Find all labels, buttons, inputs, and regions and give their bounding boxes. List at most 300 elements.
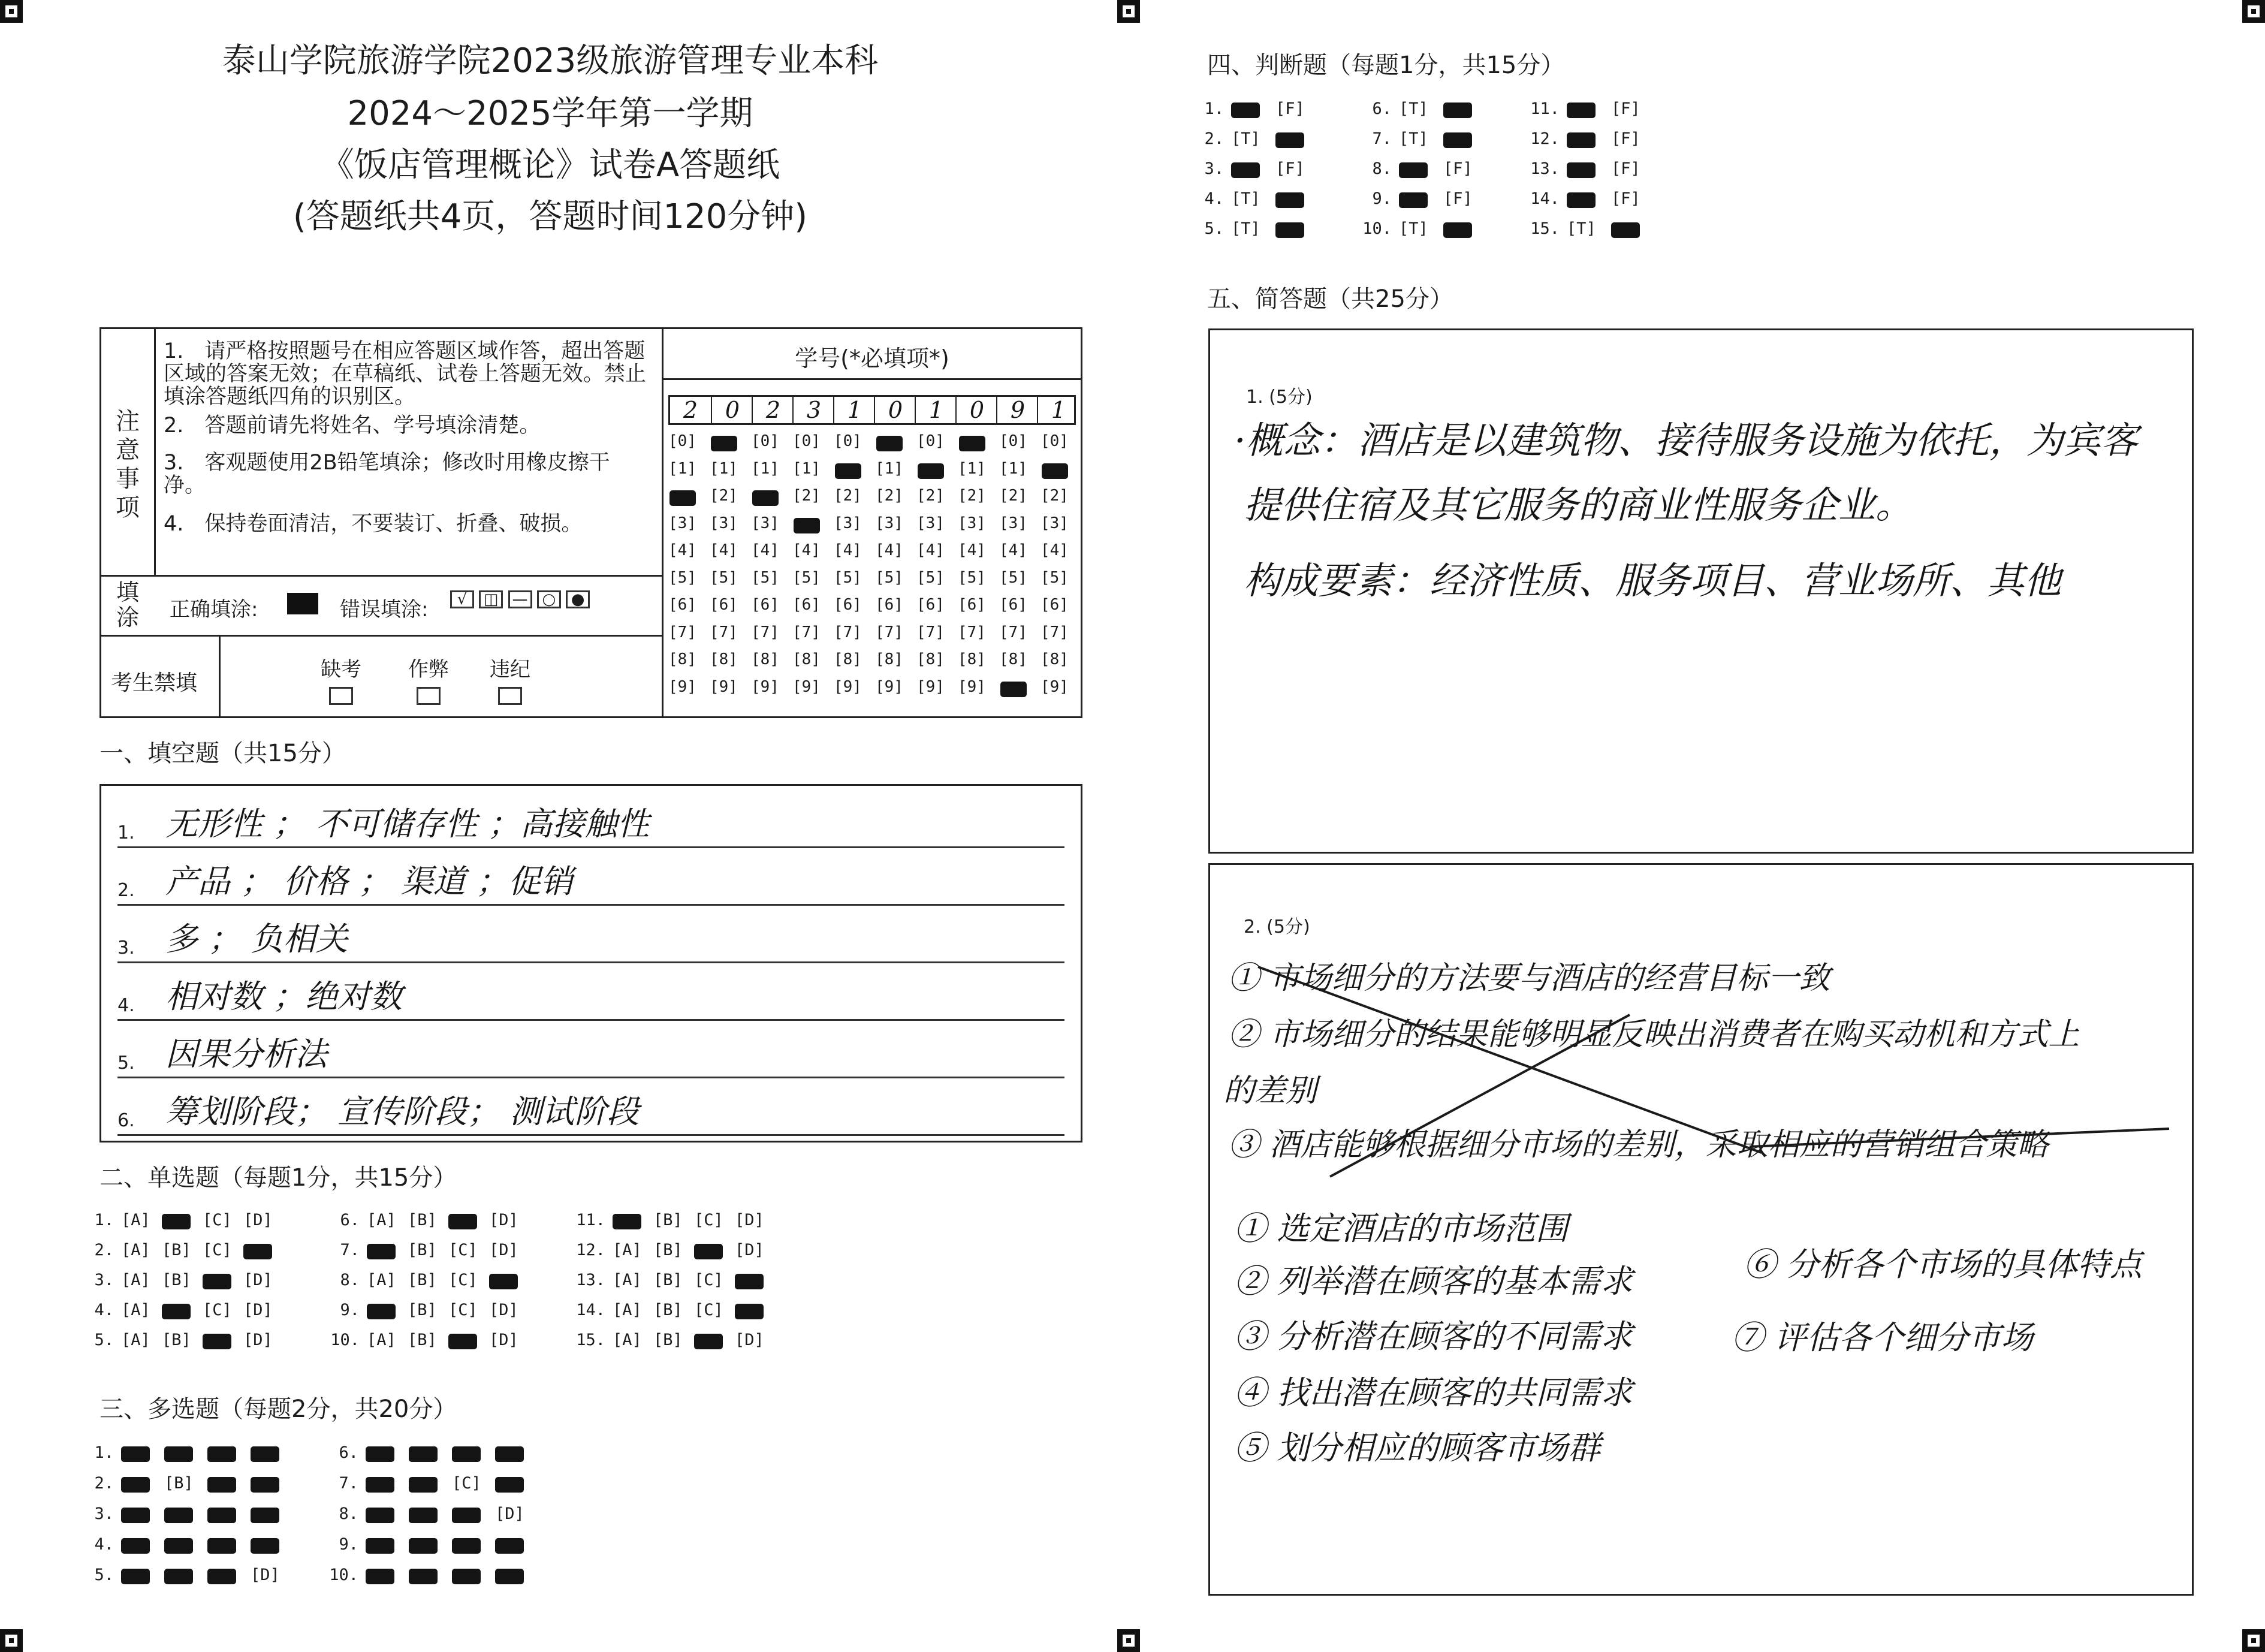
- corner-marker-top-right: [2242, 0, 2265, 23]
- student-id-bubble[interactable]: [1]: [751, 459, 779, 478]
- student-id-bubble-filled[interactable]: [876, 436, 903, 451]
- notice-label: 注 意 事 项: [116, 408, 140, 521]
- multi-question-number: 2.: [94, 1474, 114, 1493]
- fill-answer-number: 5.: [117, 1053, 135, 1074]
- student-id-bubble[interactable]: [3]: [710, 514, 738, 532]
- student-id-bubble[interactable]: [4]: [751, 541, 779, 559]
- single-option-bubble-filled[interactable]: [694, 1331, 735, 1349]
- student-id-bubble[interactable]: [7]: [1040, 623, 1069, 641]
- notice-item-4: 4. 保持卷面清洁，不要装订、折叠、破损。: [164, 512, 583, 536]
- single-option-bubble-filled[interactable]: [243, 1241, 284, 1259]
- single-option-bubble[interactable]: [B]: [653, 1211, 683, 1229]
- single-option-bubble[interactable]: [D]: [489, 1301, 518, 1319]
- multi-option-bubble-filled[interactable]: [366, 1566, 409, 1584]
- single-option-bubble[interactable]: [B]: [162, 1271, 191, 1289]
- q2-struck-line2: ② 市场细分的结果能够明显反映出消费者在购买动机和方式上: [1228, 1017, 2080, 1053]
- tf-option-bubble[interactable]: [F]: [1275, 159, 1305, 178]
- single-option-bubble-filled[interactable]: [613, 1211, 653, 1229]
- student-id-bubble[interactable]: [2]: [916, 487, 945, 505]
- multi-option-bubble-filled[interactable]: [207, 1443, 251, 1462]
- tf-question-number: 10.: [1362, 219, 1392, 238]
- multi-option-bubble-filled[interactable]: [366, 1505, 409, 1523]
- student-id-bubble[interactable]: [2]: [958, 487, 986, 505]
- fill-answer-line: [117, 1134, 1064, 1136]
- student-id-bubble[interactable]: [0]: [668, 432, 696, 450]
- multi-option-bubble-filled[interactable]: [409, 1443, 452, 1462]
- tf-question-row: [1355, 129, 1488, 148]
- multi-question-row: [79, 1474, 294, 1493]
- student-id-bubble[interactable]: [1]: [710, 459, 738, 478]
- tf-option-bubble[interactable]: [T]: [1231, 129, 1260, 148]
- single-option-bubble[interactable]: [A]: [613, 1241, 642, 1259]
- student-id-bubble[interactable]: [2]: [792, 487, 821, 505]
- student-id-bubble[interactable]: [5]: [710, 568, 738, 587]
- student-id-bubble[interactable]: [6]: [792, 596, 821, 614]
- single-option-bubble[interactable]: [B]: [162, 1331, 191, 1349]
- student-id-bubble[interactable]: [5]: [668, 568, 696, 587]
- student-id-bubble[interactable]: [4]: [1040, 541, 1069, 559]
- multi-option-bubble[interactable]: [D]: [495, 1505, 524, 1523]
- single-question-number: 9.: [340, 1301, 360, 1319]
- single-option-bubble[interactable]: [C]: [203, 1241, 232, 1259]
- student-id-bubble[interactable]: [1]: [958, 459, 986, 478]
- multi-option-bubble[interactable]: [C]: [452, 1474, 481, 1493]
- fill-answer-line: [117, 1019, 1064, 1021]
- student-id-bubble[interactable]: [2]: [1040, 487, 1069, 505]
- multi-option-bubble-filled[interactable]: [409, 1474, 452, 1493]
- tf-question-number: 2.: [1204, 129, 1224, 148]
- single-option-bubble[interactable]: [A]: [613, 1331, 642, 1349]
- student-id-written-digit: 0: [711, 397, 753, 423]
- single-option-bubble-filled[interactable]: [694, 1241, 735, 1259]
- student-id-bubble[interactable]: [9]: [834, 677, 862, 696]
- single-option-bubble[interactable]: [A]: [613, 1271, 642, 1289]
- exam-title-line1: 泰山学院旅游学院2023级旅游管理专业本科: [222, 41, 879, 80]
- multi-option-bubble-filled[interactable]: [251, 1505, 294, 1523]
- student-id-bubble[interactable]: [6]: [751, 596, 779, 614]
- q2-struck-line4: ③ 酒店能够根据细分市场的差别，采取相应的营销组合策略: [1228, 1127, 2049, 1163]
- student-id-bubble-filled[interactable]: [794, 518, 820, 533]
- student-id-bubble[interactable]: [3]: [834, 514, 862, 532]
- single-option-bubble[interactable]: [D]: [243, 1271, 273, 1289]
- student-id-bubble[interactable]: [0]: [999, 432, 1027, 450]
- single-option-bubble[interactable]: [D]: [735, 1331, 764, 1349]
- multi-option-bubble-filled[interactable]: [121, 1474, 164, 1493]
- fill-answer-text: 无形性 ； 不可储存性 ；高接触性: [165, 805, 650, 843]
- single-option-bubble[interactable]: [A]: [367, 1271, 396, 1289]
- fill-answer-line: [117, 846, 1064, 848]
- single-option-bubble[interactable]: [A]: [121, 1301, 150, 1319]
- student-id-bubble[interactable]: [6]: [710, 596, 738, 614]
- single-option-bubble-filled[interactable]: [448, 1211, 489, 1229]
- tf-option-bubble[interactable]: [T]: [1231, 189, 1260, 208]
- single-option-bubble[interactable]: [B]: [408, 1241, 437, 1259]
- student-id-bubble[interactable]: [9]: [792, 677, 821, 696]
- tf-question-row: [1522, 219, 1655, 238]
- tf-option-bubble-filled[interactable]: [1443, 219, 1488, 238]
- student-id-bubble[interactable]: [5]: [834, 568, 862, 587]
- single-question-number: 12.: [576, 1241, 605, 1259]
- student-id-bubble[interactable]: [6]: [668, 596, 696, 614]
- single-question-number: 4.: [94, 1301, 114, 1319]
- student-id-bubble[interactable]: [3]: [668, 514, 696, 532]
- student-id-bubble[interactable]: [8]: [792, 650, 821, 668]
- q2-step-6: ⑥ 分析各个市场的具体特点: [1744, 1246, 2143, 1283]
- q2-struck-line3: 的差别: [1223, 1073, 1317, 1109]
- student-id-bubble[interactable]: [0]: [751, 432, 779, 450]
- multi-option-bubble-filled[interactable]: [121, 1443, 164, 1462]
- single-option-bubble[interactable]: [B]: [162, 1241, 191, 1259]
- multi-option-bubble-filled[interactable]: [207, 1474, 251, 1493]
- student-id-bubble[interactable]: [5]: [958, 568, 986, 587]
- student-id-bubble[interactable]: [9]: [958, 677, 986, 696]
- single-question-row: [571, 1301, 776, 1319]
- tf-option-bubble[interactable]: [F]: [1611, 159, 1640, 178]
- student-id-bubble-filled[interactable]: [1000, 682, 1027, 697]
- student-id-bubble[interactable]: [2]: [834, 487, 862, 505]
- student-id-bubble[interactable]: [2]: [710, 487, 738, 505]
- single-option-bubble[interactable]: [D]: [243, 1301, 273, 1319]
- multi-option-bubble-filled[interactable]: [452, 1535, 495, 1554]
- student-id-bubble[interactable]: [7]: [751, 623, 779, 641]
- multi-option-bubble[interactable]: [B]: [164, 1474, 194, 1493]
- wrong-fill-examples: √ ◫ — ○ ●: [450, 590, 590, 608]
- correct-fill-label: 正确填涂:: [170, 598, 258, 622]
- single-option-bubble[interactable]: [C]: [448, 1241, 478, 1259]
- multi-option-bubble-filled[interactable]: [452, 1505, 495, 1523]
- tf-question-row: [1355, 159, 1488, 178]
- single-option-bubble[interactable]: [B]: [408, 1331, 437, 1349]
- student-id-bubble[interactable]: [3]: [875, 514, 903, 532]
- single-option-bubble[interactable]: [D]: [489, 1241, 518, 1259]
- q1-answer-line1: ·概念：酒店是以建筑物、接待服务设施为依托，为宾客: [1234, 418, 2138, 462]
- student-id-bubble[interactable]: [4]: [792, 541, 821, 559]
- single-option-bubble-filled[interactable]: [367, 1241, 408, 1259]
- student-id-bubble[interactable]: [2]: [999, 487, 1027, 505]
- multi-option-bubble-filled[interactable]: [251, 1443, 294, 1462]
- tf-option-bubble-filled[interactable]: [1231, 100, 1275, 118]
- multi-option-bubble-filled[interactable]: [121, 1535, 164, 1554]
- tf-option-bubble[interactable]: [T]: [1231, 219, 1260, 238]
- student-id-bubble[interactable]: [0]: [834, 432, 862, 450]
- multi-option-bubble-filled[interactable]: [409, 1535, 452, 1554]
- multi-option-bubble-filled[interactable]: [121, 1566, 164, 1584]
- tf-option-bubble-filled[interactable]: [1275, 129, 1320, 148]
- tf-option-bubble[interactable]: [F]: [1611, 189, 1640, 208]
- section1-title: 一、填空题（共15分）: [99, 740, 346, 767]
- multi-option-bubble-filled[interactable]: [207, 1505, 251, 1523]
- multi-option-bubble-filled[interactable]: [164, 1505, 207, 1523]
- single-option-bubble[interactable]: [A]: [121, 1241, 150, 1259]
- multi-option-bubble-filled[interactable]: [495, 1535, 538, 1554]
- tf-option-bubble-filled[interactable]: [1567, 189, 1611, 208]
- student-id-bubble[interactable]: [9]: [916, 677, 945, 696]
- single-question-number: 6.: [340, 1211, 360, 1229]
- student-id-bubble[interactable]: [8]: [751, 650, 779, 668]
- student-id-bubble[interactable]: [6]: [999, 596, 1027, 614]
- notice-item-1: 1. 请严格按照题号在相应答题区域作答，超出答题区域的答案无效；在草稿纸、试卷上答题无效。禁止填涂答题纸四角的识别区。: [164, 339, 647, 409]
- single-option-bubble[interactable]: [A]: [121, 1331, 150, 1349]
- tf-option-bubble-filled[interactable]: [1399, 189, 1443, 208]
- single-option-bubble[interactable]: [C]: [203, 1211, 232, 1229]
- multi-option-bubble-filled[interactable]: [495, 1474, 538, 1493]
- student-id-bubble[interactable]: [1]: [792, 459, 821, 478]
- single-option-bubble-filled[interactable]: [735, 1301, 776, 1319]
- student-id-bubble[interactable]: [9]: [1040, 677, 1069, 696]
- single-option-bubble-filled[interactable]: [203, 1271, 243, 1289]
- student-id-bubble[interactable]: [4]: [834, 541, 862, 559]
- student-id-bubble[interactable]: [8]: [668, 650, 696, 668]
- student-id-bubble[interactable]: [3]: [916, 514, 945, 532]
- fill-answer-line: [117, 961, 1064, 963]
- tf-option-bubble[interactable]: [F]: [1611, 100, 1640, 118]
- student-id-bubble[interactable]: [3]: [1040, 514, 1069, 532]
- fill-answer-number: 3.: [117, 937, 135, 958]
- single-option-bubble-filled[interactable]: [489, 1271, 530, 1289]
- section4-title: 四、判断题（每题1分，共15分）: [1207, 52, 1565, 79]
- student-id-bubble[interactable]: [4]: [710, 541, 738, 559]
- student-id-bubble[interactable]: [3]: [958, 514, 986, 532]
- student-id-bubble-filled[interactable]: [752, 490, 779, 506]
- multi-option-bubble-filled[interactable]: [164, 1566, 207, 1584]
- student-id-bubble-filled[interactable]: [669, 490, 696, 506]
- multi-option-bubble-filled[interactable]: [366, 1474, 409, 1493]
- student-id-bubble[interactable]: [6]: [875, 596, 903, 614]
- student-id-bubble[interactable]: [8]: [916, 650, 945, 668]
- multi-option-bubble-filled[interactable]: [164, 1443, 207, 1462]
- student-id-bubble-filled[interactable]: [918, 463, 944, 479]
- single-option-bubble[interactable]: [C]: [203, 1301, 232, 1319]
- multi-option-bubble-filled[interactable]: [366, 1535, 409, 1554]
- student-id-bubble[interactable]: [9]: [875, 677, 903, 696]
- multi-option-bubble-filled[interactable]: [452, 1566, 495, 1584]
- short-answer-box-1: [1208, 328, 2194, 854]
- student-id-bubble[interactable]: [7]: [792, 623, 821, 641]
- single-option-bubble[interactable]: [A]: [367, 1331, 396, 1349]
- q2-step-7: ⑦ 评估各个细分市场: [1732, 1319, 2034, 1356]
- tf-option-bubble-filled[interactable]: [1275, 219, 1320, 238]
- student-id-bubble[interactable]: [4]: [916, 541, 945, 559]
- student-id-bubble[interactable]: [4]: [999, 541, 1027, 559]
- single-option-bubble[interactable]: [B]: [408, 1301, 437, 1319]
- tf-question-row: [1355, 189, 1488, 208]
- student-id-bubble[interactable]: [7]: [875, 623, 903, 641]
- student-id-written-digit: 1: [833, 397, 875, 423]
- student-id-bubble[interactable]: [6]: [834, 596, 862, 614]
- single-option-bubble[interactable]: [B]: [653, 1331, 683, 1349]
- corner-marker-top-left: [0, 0, 23, 23]
- student-id-bubble[interactable]: [0]: [916, 432, 945, 450]
- student-id-bubble-filled[interactable]: [711, 436, 737, 451]
- tf-option-bubble[interactable]: [T]: [1399, 129, 1428, 148]
- fill-answer-line: [117, 1077, 1064, 1078]
- forbidden-label: 考生禁填: [111, 671, 198, 695]
- multi-question-number: 8.: [339, 1505, 358, 1523]
- student-id-bubble[interactable]: [6]: [916, 596, 945, 614]
- tf-question-row: [1187, 129, 1320, 148]
- student-id-bubble[interactable]: [8]: [999, 650, 1027, 668]
- student-id-bubble[interactable]: [0]: [792, 432, 821, 450]
- single-option-bubble[interactable]: [C]: [694, 1211, 723, 1229]
- student-id-bubble[interactable]: [4]: [958, 541, 986, 559]
- single-option-bubble[interactable]: [B]: [653, 1271, 683, 1289]
- student-id-bubble[interactable]: [9]: [668, 677, 696, 696]
- single-option-bubble-filled[interactable]: [735, 1271, 776, 1289]
- multi-option-bubble-filled[interactable]: [495, 1566, 538, 1584]
- single-option-bubble[interactable]: [D]: [735, 1241, 764, 1259]
- student-id-bubble[interactable]: [5]: [999, 568, 1027, 587]
- single-question-row: [79, 1301, 284, 1319]
- student-id-bubble-filled[interactable]: [835, 463, 861, 479]
- student-id-bubble[interactable]: [1]: [999, 459, 1027, 478]
- single-question-number: 8.: [340, 1271, 360, 1289]
- multi-option-bubble-filled[interactable]: [366, 1443, 409, 1462]
- student-id-written-digit: 2: [683, 397, 698, 423]
- student-id-bubble[interactable]: [7]: [834, 623, 862, 641]
- multi-option-bubble-filled[interactable]: [207, 1566, 251, 1584]
- single-option-bubble[interactable]: [B]: [653, 1301, 683, 1319]
- tf-option-bubble-filled[interactable]: [1231, 159, 1275, 178]
- student-id-bubble[interactable]: [2]: [875, 487, 903, 505]
- single-option-bubble[interactable]: [A]: [613, 1301, 642, 1319]
- single-question-row: [79, 1271, 284, 1289]
- student-id-bubble[interactable]: [7]: [958, 623, 986, 641]
- tf-option-bubble-filled[interactable]: [1611, 219, 1655, 238]
- single-option-bubble[interactable]: [D]: [735, 1211, 764, 1229]
- tf-option-bubble[interactable]: [F]: [1275, 100, 1305, 118]
- single-question-row: [79, 1241, 284, 1259]
- single-option-bubble[interactable]: [C]: [448, 1271, 478, 1289]
- multi-question-number: 5.: [94, 1566, 114, 1584]
- student-id-bubble[interactable]: [3]: [751, 514, 779, 532]
- student-id-bubble[interactable]: [8]: [958, 650, 986, 668]
- single-option-bubble[interactable]: [A]: [121, 1211, 150, 1229]
- tf-option-bubble[interactable]: [T]: [1567, 219, 1596, 238]
- single-option-bubble[interactable]: [B]: [408, 1211, 437, 1229]
- multi-option-bubble-filled[interactable]: [207, 1535, 251, 1554]
- single-option-bubble-filled[interactable]: [162, 1211, 203, 1229]
- tf-option-bubble[interactable]: [F]: [1443, 159, 1473, 178]
- single-option-bubble[interactable]: [A]: [121, 1271, 150, 1289]
- student-id-bubble[interactable]: [8]: [1040, 650, 1069, 668]
- single-option-bubble-filled[interactable]: [367, 1301, 408, 1319]
- multi-option-bubble[interactable]: [D]: [251, 1566, 280, 1584]
- tf-option-bubble-filled[interactable]: [1275, 189, 1320, 208]
- student-id-bubble[interactable]: [7]: [916, 623, 945, 641]
- single-option-bubble-filled[interactable]: [203, 1331, 243, 1349]
- single-option-bubble[interactable]: [D]: [243, 1331, 273, 1349]
- student-id-bubble[interactable]: [1]: [668, 459, 696, 478]
- single-question-row: [571, 1211, 776, 1229]
- fill-answer-number: 4.: [117, 995, 135, 1016]
- single-option-bubble[interactable]: [C]: [694, 1301, 723, 1319]
- tf-option-bubble[interactable]: [F]: [1443, 189, 1473, 208]
- student-id-bubble[interactable]: [8]: [834, 650, 862, 668]
- single-question-row: [79, 1211, 284, 1229]
- single-option-bubble[interactable]: [D]: [489, 1211, 518, 1229]
- multi-option-bubble-filled[interactable]: [495, 1443, 538, 1462]
- single-question-number: 7.: [340, 1241, 360, 1259]
- tf-option-bubble-filled[interactable]: [1567, 159, 1611, 178]
- student-id-bubble[interactable]: [6]: [958, 596, 986, 614]
- forbidden-violation: 违纪: [490, 653, 530, 710]
- tf-question-row: [1187, 100, 1320, 118]
- tf-question-row: [1522, 189, 1655, 208]
- student-id-bubble[interactable]: [8]: [875, 650, 903, 668]
- student-id-bubble-filled[interactable]: [959, 436, 985, 451]
- single-option-bubble-filled[interactable]: [448, 1331, 489, 1349]
- single-option-bubble[interactable]: [C]: [448, 1301, 478, 1319]
- multi-question-number: 4.: [94, 1535, 114, 1554]
- single-option-bubble[interactable]: [A]: [367, 1211, 396, 1229]
- corner-marker-bottom-left: [0, 1629, 23, 1652]
- single-question-row: [571, 1241, 776, 1259]
- tf-option-bubble-filled[interactable]: [1567, 100, 1611, 118]
- student-id-bubble[interactable]: [5]: [1040, 568, 1069, 587]
- multi-question-number: 7.: [339, 1474, 358, 1493]
- multi-option-bubble-filled[interactable]: [121, 1505, 164, 1523]
- student-id-bubble[interactable]: [5]: [751, 568, 779, 587]
- student-id-bubble[interactable]: [5]: [916, 568, 945, 587]
- tf-question-row: [1187, 219, 1320, 238]
- single-option-bubble[interactable]: [D]: [243, 1211, 273, 1229]
- q2-strikethrough: [1210, 865, 2193, 1201]
- multi-option-bubble-filled[interactable]: [409, 1566, 452, 1584]
- multi-question-row: [324, 1505, 538, 1523]
- single-option-bubble[interactable]: [B]: [653, 1241, 683, 1259]
- student-id-bubble[interactable]: [1]: [875, 459, 903, 478]
- multi-option-bubble-filled[interactable]: [409, 1505, 452, 1523]
- fill-answer-number: 6.: [117, 1110, 135, 1131]
- student-id-bubble[interactable]: [9]: [751, 677, 779, 696]
- corner-marker-bottom-center: [1117, 1629, 1140, 1652]
- student-id-bubble-filled[interactable]: [1042, 463, 1068, 479]
- tf-option-bubble-filled[interactable]: [1443, 129, 1488, 148]
- single-question-number: 13.: [576, 1271, 605, 1289]
- student-id-bubble[interactable]: [4]: [875, 541, 903, 559]
- multi-option-bubble-filled[interactable]: [251, 1535, 294, 1554]
- tf-question-number: 8.: [1372, 159, 1392, 178]
- tf-question-number: 12.: [1530, 129, 1560, 148]
- student-id-bubble-grid: [668, 432, 1082, 714]
- student-id-bubble[interactable]: [8]: [710, 650, 738, 668]
- student-id-bubble[interactable]: [5]: [792, 568, 821, 587]
- student-id-bubble[interactable]: [9]: [710, 677, 738, 696]
- student-id-bubble[interactable]: [0]: [1040, 432, 1069, 450]
- student-id-bubble[interactable]: [7]: [668, 623, 696, 641]
- tf-option-bubble[interactable]: [T]: [1399, 100, 1428, 118]
- single-option-bubble[interactable]: [B]: [408, 1271, 437, 1289]
- tf-option-bubble-filled[interactable]: [1399, 159, 1443, 178]
- student-id-bubble[interactable]: [5]: [875, 568, 903, 587]
- multi-option-bubble-filled[interactable]: [452, 1443, 495, 1462]
- student-id-bubble[interactable]: [6]: [1040, 596, 1069, 614]
- student-id-bubble[interactable]: [4]: [668, 541, 696, 559]
- tf-option-bubble-filled[interactable]: [1443, 100, 1488, 118]
- tf-option-bubble[interactable]: [F]: [1611, 129, 1640, 148]
- single-option-bubble[interactable]: [D]: [489, 1331, 518, 1349]
- single-option-bubble[interactable]: [C]: [694, 1271, 723, 1289]
- student-id-bubble[interactable]: [7]: [710, 623, 738, 641]
- multi-option-bubble-filled[interactable]: [164, 1535, 207, 1554]
- multi-option-bubble-filled[interactable]: [251, 1474, 294, 1493]
- tf-option-bubble[interactable]: [T]: [1399, 219, 1428, 238]
- student-id-bubble[interactable]: [3]: [999, 514, 1027, 532]
- tf-option-bubble-filled[interactable]: [1567, 129, 1611, 148]
- q1-answer-line2: 提供住宿及其它服务的商业性服务企业。: [1244, 483, 1913, 527]
- single-option-bubble-filled[interactable]: [162, 1301, 203, 1319]
- student-id-bubble[interactable]: [7]: [999, 623, 1027, 641]
